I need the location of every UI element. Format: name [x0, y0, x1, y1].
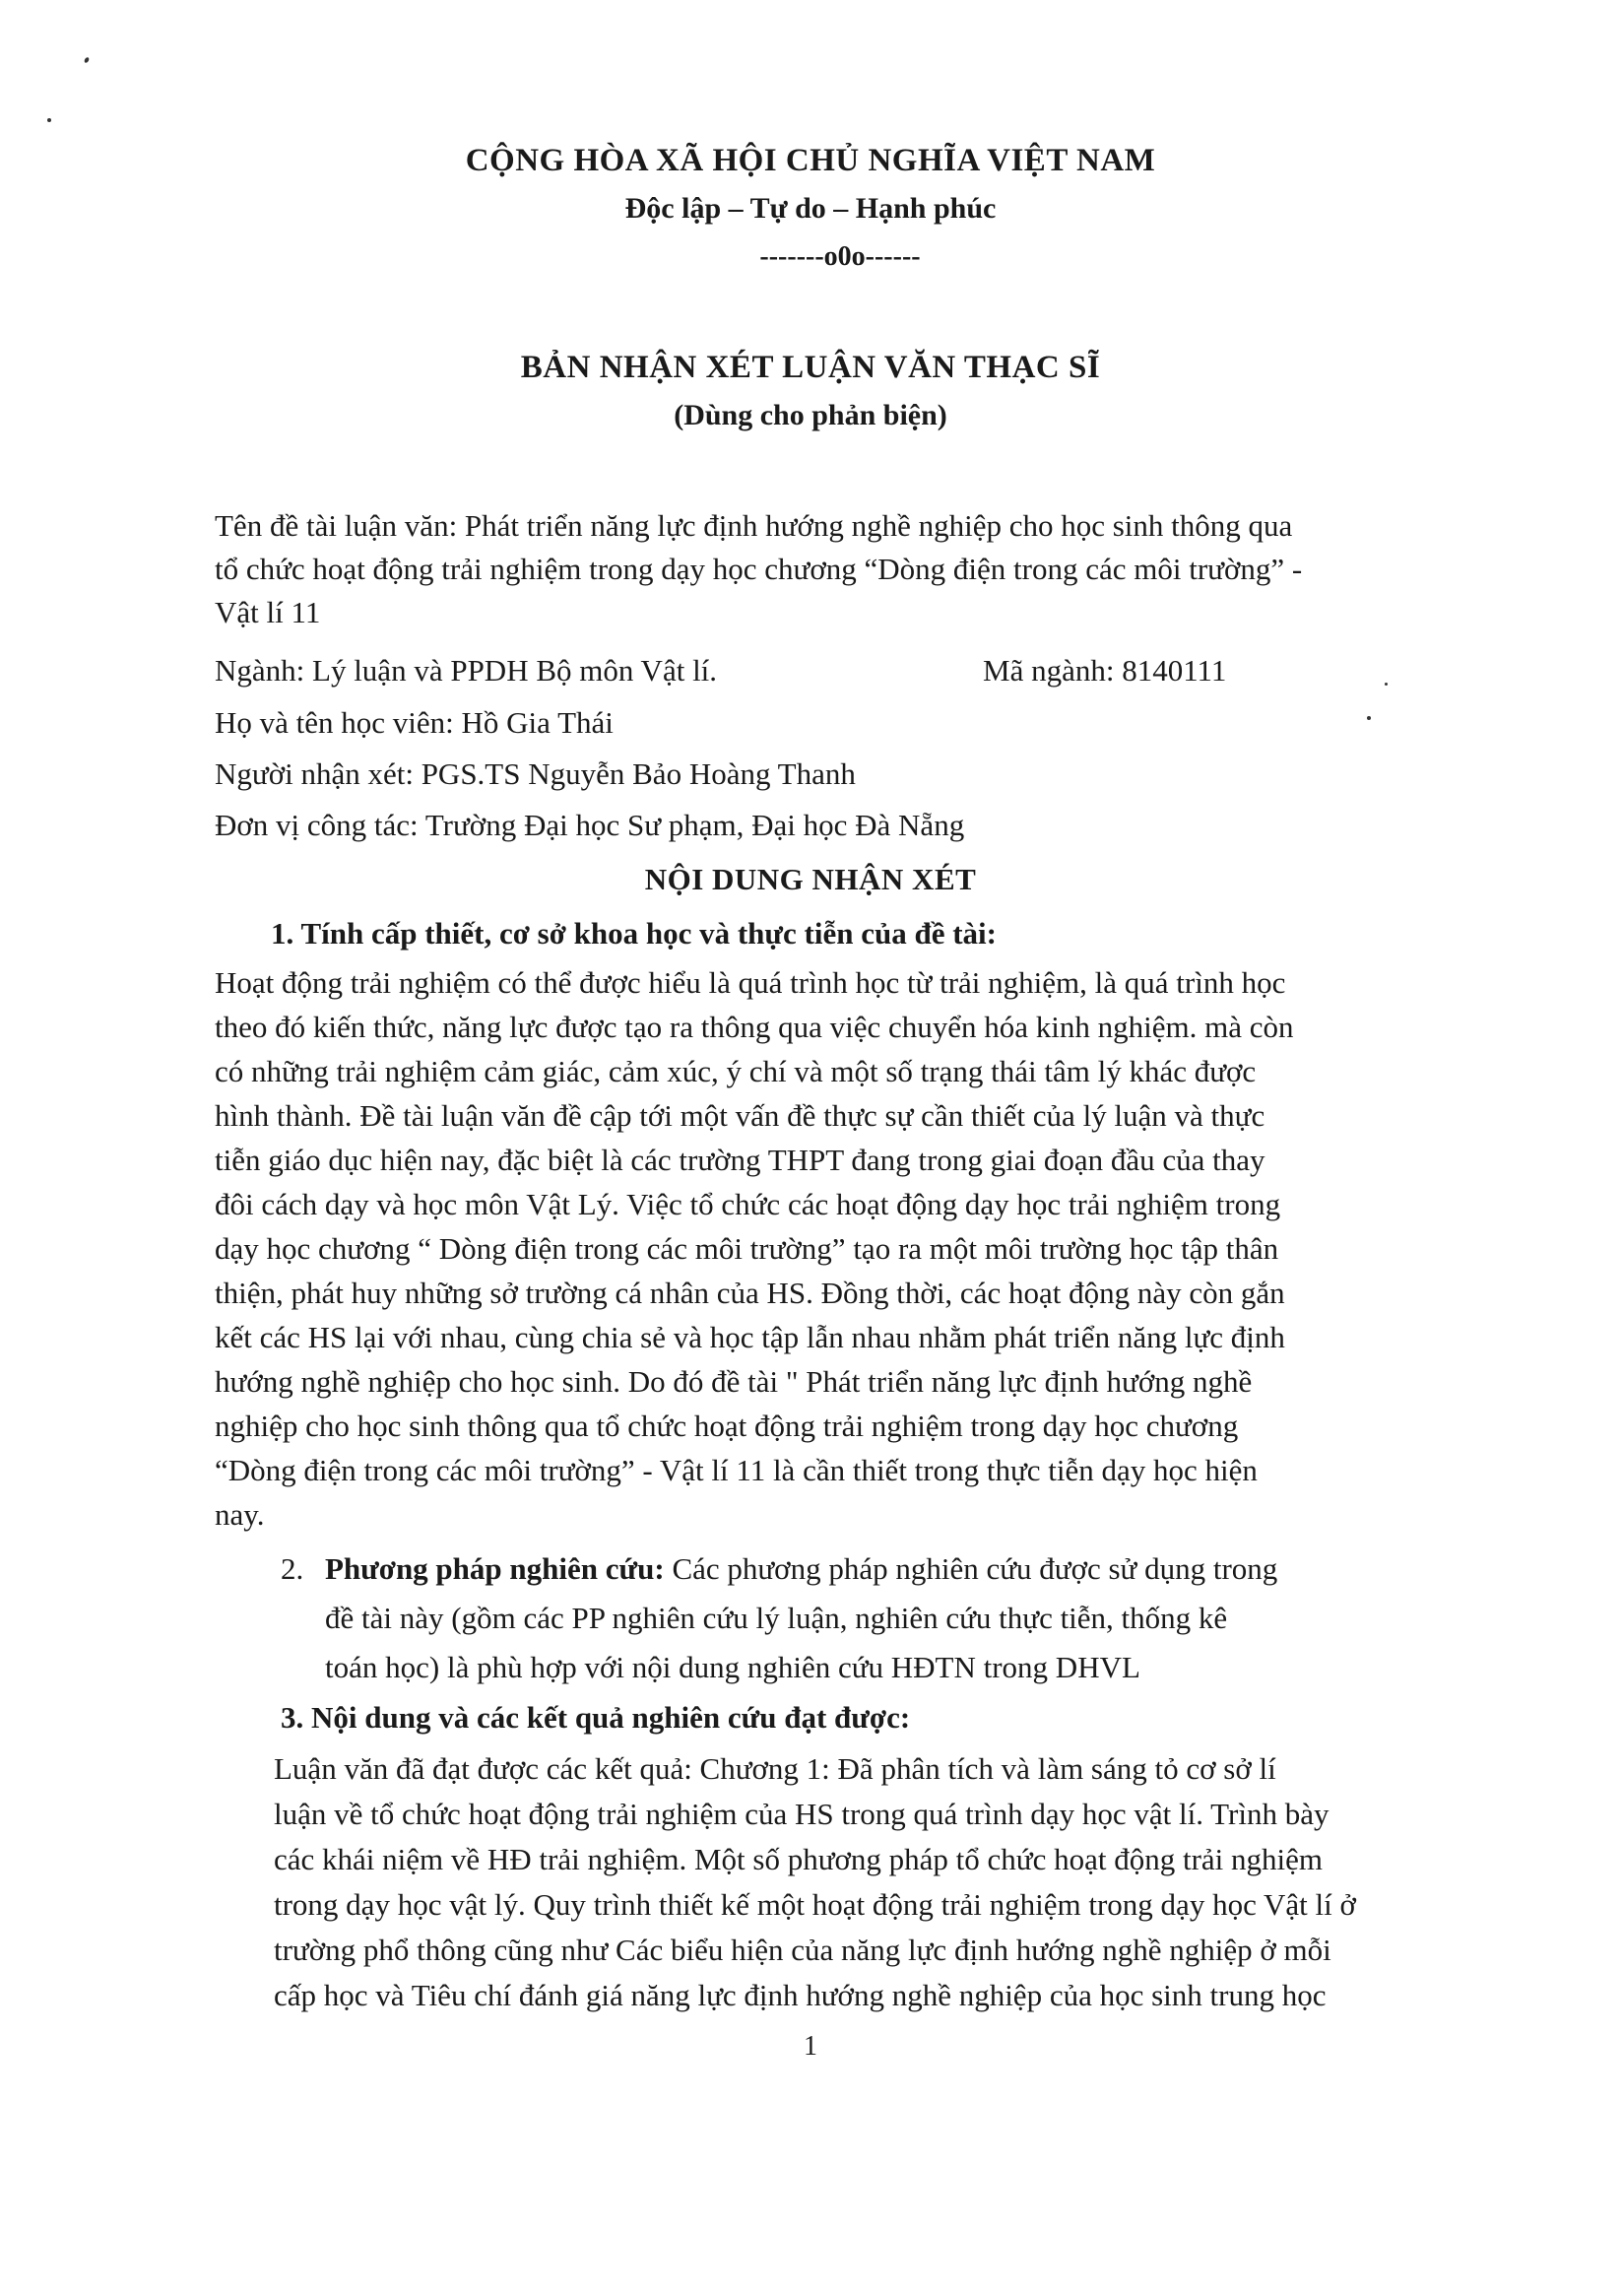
- section2-label: Phương pháp nghiên cứu:: [325, 1551, 665, 1586]
- section1-line: hình thành. Đề tài luận văn đề cập tới một vấn đề thực sự cần thiết của lý luận và thực: [215, 1098, 1265, 1133]
- section1-line: dạy học chương “ Dòng điện trong các môi trường” tạo ra một môi trường học tập thân: [215, 1231, 1279, 1266]
- section1-title: 1. Tính cấp thiết, cơ sở khoa học và thực tiễn của đề tài:: [271, 916, 997, 951]
- topic-line: Tên đề tài luận văn: Phát triển năng lực định hướng nghề nghiệp cho học sinh thông qua: [215, 508, 1293, 543]
- review-heading: NỘI DUNG NHẬN XÉT: [644, 862, 977, 896]
- document-title: BẢN NHẬN XÉT LUẬN VĂN THẠC SĨ: [520, 350, 1101, 385]
- section1-line: hướng nghề nghiệp cho học sinh. Do đó đề tài " Phát triển năng lực định hướng nghề: [215, 1364, 1253, 1399]
- section3-line: trường phổ thông cũng như Các biểu hiện của năng lực định hướng nghề nghiệp ở mỗi: [274, 1933, 1331, 1967]
- scan-speck: [47, 118, 51, 122]
- section1-line: theo đó kiến thức, năng lực được tạo ra thông qua việc chuyển hóa kinh nghiệm. mà còn: [215, 1010, 1294, 1044]
- separator: -------o0o------: [759, 241, 921, 272]
- section1-line: nghiệp cho học sinh thông qua tổ chức hoạt động trải nghiệm trong dạy học chương: [215, 1409, 1239, 1443]
- reviewer-name: Người nhận xét: PGS.TS Nguyễn Bảo Hoàng Thanh: [215, 756, 856, 791]
- section1-line: đôi cách dạy và học môn Vật Lý. Việc tổ chức các hoạt động dạy học trải nghiệm trong: [215, 1187, 1281, 1221]
- section1-line: “Dòng điện trong các môi trường” - Vật lí 11 là cần thiết trong thực tiễn dạy học hiện: [215, 1453, 1258, 1487]
- section1-line: thiện, phát huy những sở trường cá nhân của HS. Đồng thời, các hoạt động này còn gắn: [215, 1276, 1285, 1310]
- scan-speck: [1385, 683, 1388, 686]
- scan-speck: [84, 56, 90, 63]
- document-subtitle: (Dùng cho phản biện): [674, 399, 947, 431]
- nation-heading: CỘNG HÒA XÃ HỘI CHỦ NGHĨA VIỆT NAM: [465, 143, 1156, 178]
- topic-line: Vật lí 11: [215, 595, 321, 629]
- section3-line: trong dạy học vật lý. Quy trình thiết kế một hoạt động trải nghiệm trong dạy học Vật lí ở: [274, 1887, 1356, 1922]
- section3-line: Luận văn đã đạt được các kết quả: Chương 1: Đã phân tích và làm sáng tỏ cơ sở lí: [274, 1751, 1276, 1786]
- topic-line: tổ chức hoạt động trải nghiệm trong dạy học chương “Dòng điện trong các môi trường” -: [215, 552, 1303, 586]
- major: Ngành: Lý luận và PPDH Bộ môn Vật lí.: [215, 653, 718, 688]
- section3-title: 3. Nội dung và các kết quả nghiên cứu đạt được:: [281, 1700, 911, 1735]
- scan-speck: [1367, 716, 1371, 720]
- motto: Độc lập – Tự do – Hạnh phúc: [624, 192, 997, 225]
- section2-first-line-text: Các phương pháp nghiên cứu được sử dụng trong: [664, 1551, 1278, 1586]
- section2-line: toán học) là phù hợp với nội dung nghiên cứu HĐTN trong DHVL: [325, 1650, 1140, 1684]
- section1-line: nay.: [215, 1497, 265, 1532]
- section3-line: luận về tổ chức hoạt động trải nghiệm của HS trong quá trình dạy học vật lí. Trình bày: [274, 1797, 1329, 1831]
- section1-line: có những trải nghiệm cảm giác, cảm xúc, ý chí và một số trạng thái tâm lý khác được: [215, 1054, 1257, 1088]
- section2-first-line: [325, 1553, 1277, 1584]
- section2-line: đề tài này (gồm các PP nghiên cứu lý luận, nghiên cứu thực tiễn, thống kê: [325, 1601, 1228, 1635]
- major-code: Mã ngành: 8140111: [983, 653, 1227, 688]
- page-number: 1: [804, 2031, 817, 2062]
- student-name: Họ và tên học viên: Hồ Gia Thái: [215, 705, 614, 740]
- section2-number: 2.: [281, 1551, 304, 1586]
- section1-line: tiễn giáo dục hiện nay, đặc biệt là các trường THPT đang trong giai đoạn đầu của thay: [215, 1143, 1265, 1177]
- section1-line: Hoạt động trải nghiệm có thể được hiểu là quá trình học từ trải nghiệm, là quá trình học: [215, 965, 1286, 1000]
- section3-line: các khái niệm về HĐ trải nghiệm. Một số phương pháp tổ chức hoạt động trải nghiệm: [274, 1842, 1324, 1876]
- section1-line: kết các HS lại với nhau, cùng chia sẻ và học tập lẫn nhau nhằm phát triển năng lực định: [215, 1320, 1285, 1354]
- workplace: Đơn vị công tác: Trường Đại học Sư phạm, Đại học Đà Nẵng: [215, 808, 965, 842]
- section3-line: cấp học và Tiêu chí đánh giá năng lực định hướng nghề nghiệp của học sinh trung học: [274, 1978, 1327, 2012]
